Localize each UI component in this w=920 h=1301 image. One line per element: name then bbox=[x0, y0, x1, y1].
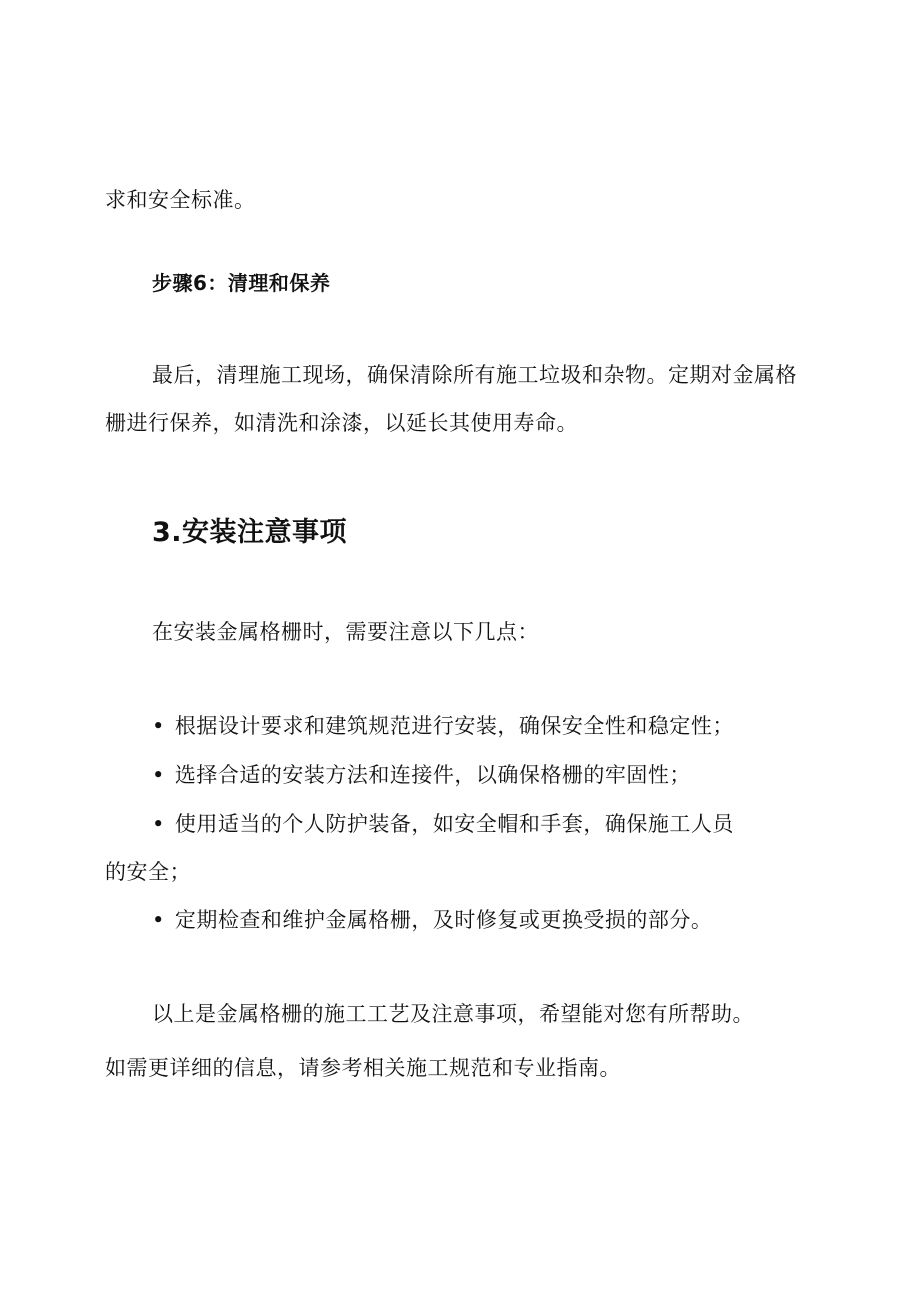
section3-intro: 在安装金属格栅时，需要注意以下几点： bbox=[152, 620, 539, 644]
conclusion-line-1: 以上是金属格栅的施工工艺及注意事项，希望能对您有所帮助。 bbox=[152, 1002, 754, 1026]
bullet-marker: • bbox=[152, 812, 165, 836]
step6-text-line-1: 最后，清理施工现场，确保清除所有施工垃圾和杂物。定期对金属格 bbox=[152, 363, 797, 387]
step6-text-line-2: 栅进行保养，如清洗和涂漆，以延长其使用寿命。 bbox=[105, 411, 578, 435]
bullet-text: 根据设计要求和建筑规范进行安装，确保安全性和稳定性； bbox=[174, 714, 734, 738]
paragraph-continuation: 求和安全标准。 bbox=[105, 188, 256, 212]
bullet-text: 选择合适的安装方法和连接件，以确保格栅的牢固性； bbox=[174, 763, 691, 787]
step6-heading: 步骤6：清理和保养 bbox=[152, 271, 331, 295]
conclusion-line-2: 如需更详细的信息，请参考相关施工规范和专业指南。 bbox=[105, 1056, 621, 1080]
bullet-item-3 bbox=[152, 809, 734, 839]
bullet-marker: • bbox=[152, 908, 165, 932]
bullet-item-3-continuation: 的安全； bbox=[105, 860, 191, 884]
bullet-marker: • bbox=[152, 714, 165, 738]
bullet-text: 使用适当的个人防护装备，如安全帽和手套，确保施工人员 bbox=[174, 812, 734, 836]
bullet-item-4 bbox=[152, 905, 712, 935]
bullet-marker: • bbox=[152, 763, 165, 787]
bullet-text: 定期检查和维护金属格栅，及时修复或更换受损的部分。 bbox=[174, 908, 713, 932]
bullet-item-2 bbox=[152, 760, 691, 790]
section3-heading: 3.安装注意事项 bbox=[152, 517, 348, 548]
bullet-item-1 bbox=[152, 711, 734, 741]
